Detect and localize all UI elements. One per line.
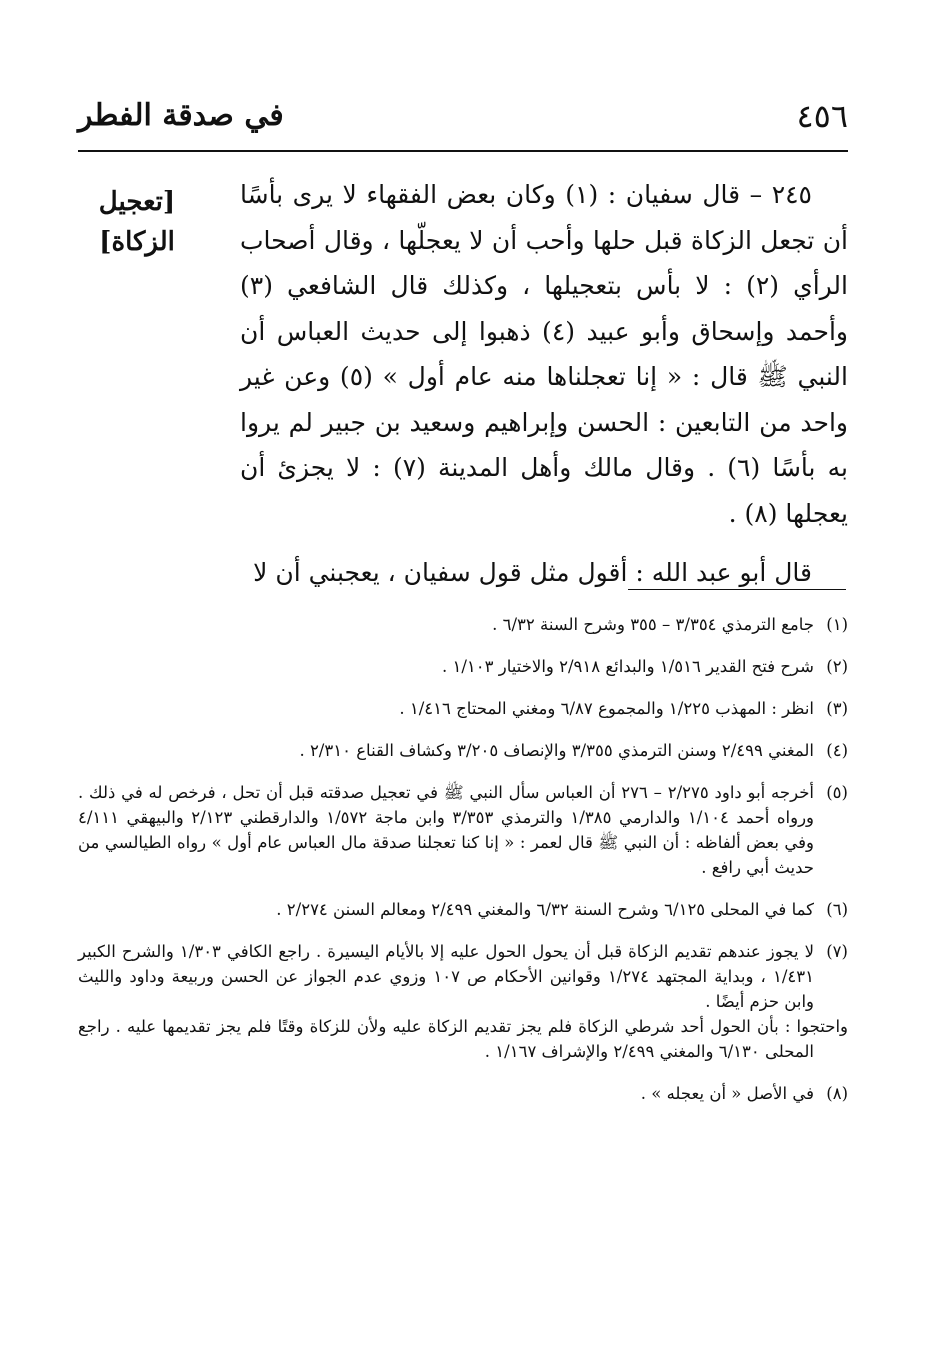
footnote — [78, 939, 848, 1064]
footnote-continuation: واحتجوا : بأن الحول أحد شرطي الزكاة فلم يجز تقديم الزكاة عليه ولأن للزكاة وقتًا فلم يجز تقديمها عليه . راجع المحلى ٦/١٣٠ والمغني ٢/٤٩٩ والإشراف ١/١٦٧ . — [78, 1017, 848, 1061]
footnote — [78, 654, 848, 679]
footnote-number: (٧) — [826, 942, 848, 961]
footnote-text: شرح فتح القدير ١/٥١٦ والبدائع ٢/٩١٨ والاختيار ١/١٠٣ . — [442, 657, 814, 676]
side-heading — [82, 182, 192, 262]
footnote-number: (٣) — [826, 699, 848, 718]
footnote — [78, 780, 848, 880]
footnote-number: (٢) — [826, 657, 848, 676]
footnote — [78, 897, 848, 922]
footnote-text: المغني ٢/٤٩٩ وسنن الترمذي ٣/٣٥٥ والإنصاف ٣/٢٠٥ وكشاف القناع ٢/٣١٠ . — [299, 741, 814, 760]
page-number: ٤٥٦ — [796, 97, 848, 135]
footnote-text: في الأصل « أن يعجله » . — [640, 1084, 814, 1103]
footnote-text: لا يجوز عندهم تقديم الزكاة قبل أن يحول الحول عليه إلا بالأيام اليسيرة . راجع الكافي ١/٣٠٣ والشرح الكبير ١/٤٣١ ، وبداية المجتهد ١/٢٧٤ وقوانين الأحكام ص ١٠٧ وزوي عدم الجواز عن الحسن وربيعة وداود والليث وابن حزم أيضًا . — [78, 942, 814, 1011]
side-heading-line-2: الزكاة] — [99, 227, 175, 257]
footnote — [78, 738, 848, 763]
footnote-number: (٨) — [826, 1084, 848, 1103]
footnote-number: (٦) — [826, 900, 848, 919]
main-paragraph-2: قال أبو عبد الله : أقول مثل قول سفيان ، يعجبني أن لا — [253, 558, 812, 587]
main-text — [240, 172, 848, 596]
footnote-text: انظر : المهذب ١/٢٢٥ والمجموع ٦/٨٧ ومغني المحتاج ١/٤١٦ . — [399, 699, 814, 718]
footnote — [78, 1081, 848, 1106]
footnote — [78, 696, 848, 721]
footnote-text: كما في المحلى ٦/١٢٥ وشرح السنة ٦/٣٢ والمغني ٢/٤٩٩ ومعالم السنن ٢/٢٧٤ . — [276, 900, 814, 919]
footnote-text: أخرجه أبو داود ٢/٢٧٥ – ٢٧٦ أن العباس سأل النبي ﷺ في تعجيل صدقته قبل أن تحل ، فرخص له في ذلك . ورواه أحمد ١/١٠٤ والدارمي ١/٣٨٥ والترمذي ٣/٣٥٣ وابن ماجة ١/٥٧٢ والدارقطني ٢/١٢٣ والبيهقي ٤/١١١ وفي بعض ألفاظه : أن النبي ﷺ قال لعمر : « إنا كنا تعجلنا صدقة مال العباس عام أول » رواه الطيالسي من حديث أبي رافع . — [78, 783, 815, 877]
running-header-title: في صدقة الفطر — [78, 98, 284, 133]
main-paragraph-1 — [240, 172, 848, 536]
footnote-text: جامع الترمذي ٣/٣٥٤ – ٣٥٥ وشرح السنة ٦/٣٢ . — [492, 615, 814, 634]
footnote-divider — [628, 589, 846, 590]
footnotes — [78, 612, 848, 1123]
header-divider — [78, 150, 848, 152]
main-paragraph-1-text: ٢٤٥ – قال سفيان : (١) وكان بعض الفقهاء لا يرى بأسًا أن تجعل الزكاة قبل حلها وأحب أن لا يعجلّها ، وقال أصحاب الرأي (٢) : لا بأس بتعجيلها ، وكذلك قال الشافعي (٣) وأحمد وإسحاق وأبو عبيد (٤) ذهبوا إلى حديث العباس أن النبي ﷺ قال : « إنا تعجلناها منه عام أول » (٥) وعن غير واحد من التابعين : الحسن وإبراهيم وسعيد بن جبير لم يروا به بأسًا (٦) . وقال مالك وأهل المدينة (٧) : لا يجزئ أن يعجلها (٨) . — [240, 180, 848, 528]
footnote — [78, 612, 848, 637]
footnote-number: (٥) — [826, 783, 848, 802]
footnote-number: (٤) — [826, 741, 848, 760]
side-heading-line-1: [تعجيل — [98, 187, 176, 217]
footnote-number: (١) — [826, 615, 848, 634]
